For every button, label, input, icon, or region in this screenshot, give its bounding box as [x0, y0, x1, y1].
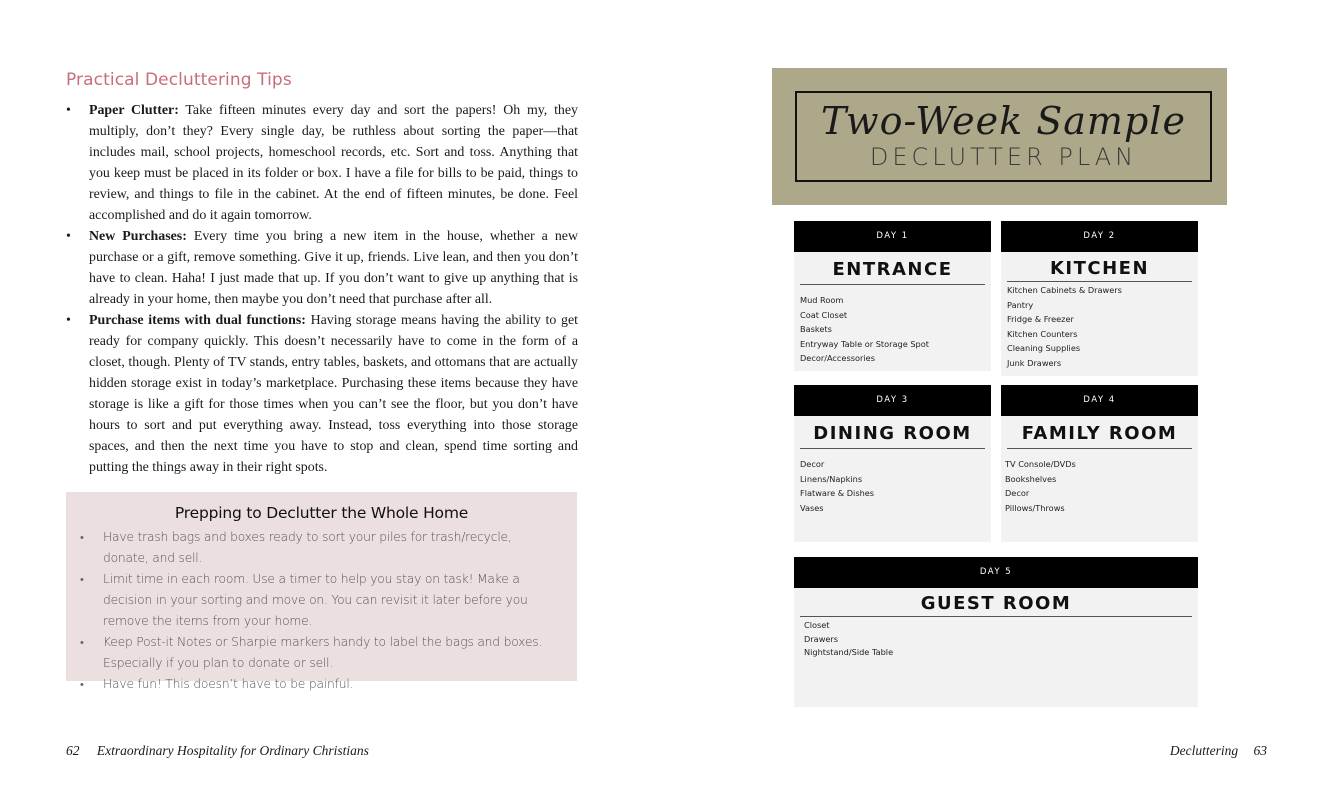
day-item: Mud Room: [800, 295, 844, 305]
right-page: [666, 0, 1333, 800]
prep-item-text: Have trash bags and boxes ready to sort your piles for trash/recycle, donate, and sell.: [103, 530, 512, 565]
day-item: Decor/Accessories: [800, 353, 875, 363]
day-item: Kitchen Counters: [1007, 328, 1078, 339]
day-item: Vases: [800, 502, 824, 513]
day-card-kitchen: [1001, 221, 1198, 376]
bullet: •: [80, 636, 84, 649]
day-room: KITCHEN: [1049, 258, 1150, 279]
day-item: Decor: [800, 459, 825, 469]
day-item: Entryway Table or Storage Spot: [800, 338, 929, 349]
day-room: DINING ROOM: [813, 423, 972, 444]
page-number: 62: [66, 743, 80, 758]
prep-item-text: Keep Post-it Notes or Sharpie markers handy to label the bags and boxes. Especially if you plan to donate or sell.: [103, 635, 543, 670]
day-item: Junk Drawers: [1007, 357, 1062, 368]
chapter-title: Decluttering: [1169, 743, 1239, 758]
tip-text: Take fifteen minutes every day and sort the papers! Oh my, they multiply, don’t they? Every single day, be ruthless about sorting the paper—that includes mail, school projects, homeschool records, etc. Sort and toss. Anything that you keep must be placed in its folder or box. I have a file for bills to be paid, things to review, and things to file in the cabinet. At the end of fifteen minutes, be done. Feel accomplished and do it again tomorrow.: [89, 103, 578, 223]
day-items: [794, 285, 991, 366]
day-item: Pillows/Throws: [1005, 502, 1065, 513]
day-card-guest-room: [794, 557, 1198, 707]
day-room: GUEST ROOM: [920, 593, 1072, 614]
day-item: Decor: [1005, 488, 1030, 498]
day-item: Flatware & Dishes: [800, 488, 875, 498]
prep-item-text: Have fun! This doesn’t have to be painful.: [103, 677, 354, 691]
day-label: DAY 1: [794, 221, 991, 252]
left-page: [0, 0, 666, 800]
tip-dual-functions: [66, 310, 578, 478]
prep-item: [80, 674, 560, 695]
tip-text: Every time you bring a new item in the house, whether a new purchase or a gift, remove something. Give it up, friends. Live lean, and then you don’t have to clean. Haha! I just made that up. If you don’t want to give up anything that is already in your home, then maybe you don’t need that purchase after all.: [89, 229, 578, 307]
footer-right: [1170, 743, 1267, 759]
plan-title-frame: [795, 91, 1212, 182]
bullet: •: [66, 103, 71, 118]
day-items: [1001, 449, 1198, 515]
tip-term: New Purchases:: [89, 229, 187, 244]
plan-subtitle: DECLUTTER PLAN: [869, 143, 1138, 171]
prep-box: [66, 492, 577, 691]
day-label: DAY 5: [794, 557, 1198, 588]
day-card-dining-room: [794, 385, 991, 542]
day-item: Pantry: [1007, 299, 1034, 310]
prep-box-title: Prepping to Declutter the Whole Home: [174, 504, 469, 522]
day-item: Linens/Napkins: [800, 473, 863, 484]
day-label: DAY 3: [794, 385, 991, 416]
section-heading: Practical Decluttering Tips: [66, 70, 292, 90]
plan-header: [772, 68, 1227, 205]
prep-item: [80, 569, 560, 632]
day-item: Kitchen Cabinets & Drawers: [1007, 285, 1122, 295]
tip-term: Purchase items with dual functions:: [89, 313, 306, 328]
bullet: •: [80, 573, 84, 586]
book-title: Extraordinary Hospitality for Ordinary Christians: [96, 743, 369, 758]
day-label: DAY 4: [1001, 385, 1198, 416]
day-item: Cleaning Supplies: [1007, 343, 1081, 353]
day-item: Nightstand/Side Table: [804, 647, 894, 657]
day-item: Fridge & Freezer: [1007, 314, 1074, 324]
tip-term: Paper Clutter:: [89, 103, 179, 118]
footer-left: [66, 743, 369, 759]
bullet: •: [80, 678, 84, 691]
day-card-family-room: [1001, 385, 1198, 542]
tip-paper-clutter: [66, 100, 578, 226]
day-item: Bookshelves: [1005, 473, 1057, 484]
bullet: •: [80, 531, 84, 544]
prep-item: [80, 632, 560, 674]
page-number: 63: [1253, 743, 1267, 758]
day-item: Drawers: [804, 633, 839, 644]
day-items: [794, 449, 991, 515]
bullet: •: [66, 229, 71, 244]
prep-item-text: Limit time in each room. Use a timer to help you stay on task! Make a decision in your sorting and move on. You can revisit it later before you remove the items from your home.: [103, 572, 528, 628]
bullet: •: [66, 313, 71, 328]
tips-list: [66, 100, 578, 478]
day-room: FAMILY ROOM: [1021, 423, 1178, 444]
day-room: ENTRANCE: [832, 259, 953, 280]
day-card-entrance: [794, 221, 991, 371]
day-items: [1001, 282, 1198, 370]
tip-text: Having storage means having the ability to get ready for company quickly. This doesn’t necessarily have to come in the form of a closet, though. Plenty of TV stands, entry tables, baskets, and ottomans that are actually hidden storage exist in today’s marketplace. Purchasing these items because they have storage is like a gift for those times when you can’t see the floor, but you don’t have hours to sort and put everything away. Instead, toss everything into those storage spaces, and then the next time you have to stop and clean, spend time sorting and putting the things away in their right spots.: [89, 313, 578, 475]
day-item: Coat Closet: [800, 309, 848, 320]
day-item: TV Console/DVDs: [1005, 459, 1076, 469]
plan-script-title: Two-Week Sample: [821, 99, 1186, 143]
prep-list: [80, 527, 560, 695]
day-label: DAY 2: [1001, 221, 1198, 252]
day-item: Baskets: [800, 324, 832, 334]
prep-item: [80, 527, 560, 569]
day-item: Closet: [804, 620, 830, 630]
day-items: [794, 617, 1198, 660]
tip-new-purchases: [66, 226, 578, 310]
